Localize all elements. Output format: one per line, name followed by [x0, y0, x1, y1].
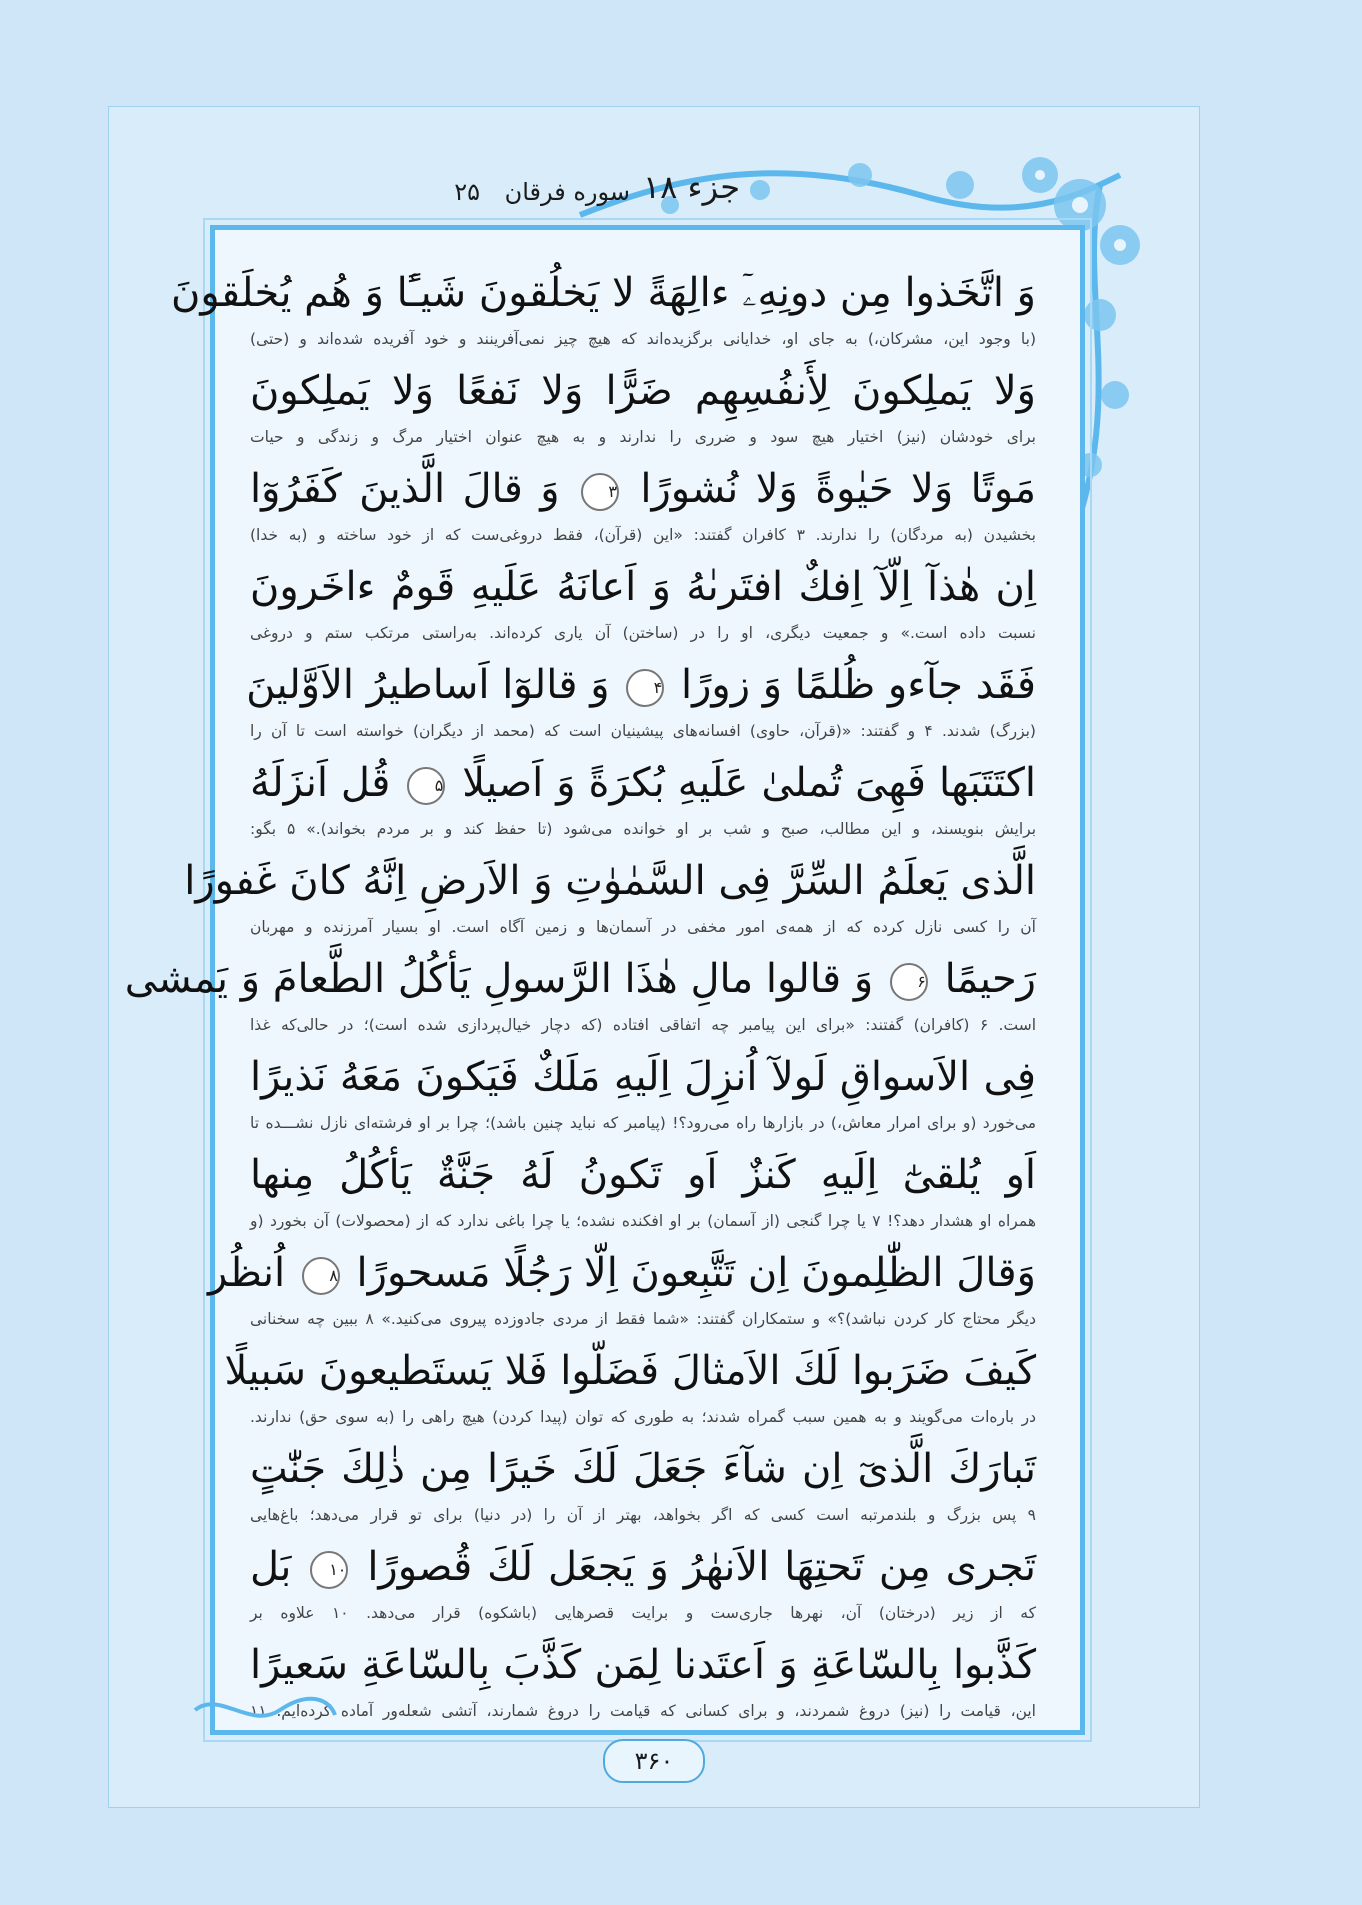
translation-line: ۹ پس بزرگ و بلندمرتبه است کسی که اگر بخواهد، بهتر از آن را (در دنیا) برای تو قرار می‌دهد؛ باغ‌هایی [250, 1506, 1036, 1524]
translation-line: این، قیامت را (نیز) دروغ شمردند، و برای کسانی که قیامت را دروغ شمارند، آتشی شعله‌ور آماده کرده‌ایم. ۱۱ [250, 1702, 1036, 1720]
verses-block [124, 262, 1037, 1720]
translation-line: می‌خورد (و برای امرار معاش،) در بازارها راه می‌رود؟! (پیامبر که نباید چنین باشد)؛ چرا بر او فرشته‌ای نازل نشـــده تا [250, 1114, 1036, 1132]
verse-line: كَذَّبوا بِالسّاعَةِ وَ اَعتَدنا لِمَن كَذَّبَ بِالسّاعَةِ سَعيرًا [250, 1642, 1036, 1688]
verse-line: وَقالَ الظّٰلِمونَ اِن تَتَّبِعونَ اِلّا رَجُلًا مَسحورًا ۸ اُنظُر [207, 1250, 1036, 1296]
translation-line: برای خودشان (نیز) اختیار هیچ سود و ضرری را ندارند و به هیچ عنوان اختیار مرگ و زندگی و حیات [250, 428, 1036, 446]
ayah-number-marker: ۱۰ [310, 1551, 348, 1589]
verse-line: اكتَتَبَها فَهِىَ تُملىٰ عَلَيهِ بُكرَةً وَ اَصيلًا ۵ قُل اَنزَلَهُ [250, 760, 1036, 806]
verse-line: رَحيمًا ۶ وَ قالوا مالِ هٰذَا الرَّسولِ يَأكُلُ الطَّعامَ وَ يَمشى [124, 956, 1036, 1002]
surah-number: ۲۵ [454, 178, 480, 206]
translation-line: بخشیدن (به مردگان) را ندارند. ۳ کافران گفتند: «این (قرآن)، فقط دروغی‌ست که از خود ساخته و (به خدا) [250, 526, 1036, 544]
verse-line: مَوتًا وَلا حَيٰوةً وَلا نُشورًا ۳ وَ قالَ الَّذينَ كَفَرُوٓا [250, 466, 1036, 512]
translation-line: همراه او هشدار دهد؟! ۷ یا چرا گنجی (از آسمان) بر او افکنده نشده؛ یا چرا باغی ندارد که از (محصولات) آن بخورد (و [250, 1212, 1036, 1230]
translation-line: آن را کسی نازل کرده که از همه‌ی امور مخفی در آسمان‌ها و زمین آگاه است. او بسیار آمرزنده و مهربان [250, 918, 1036, 936]
ayah-number-marker: ۴ [626, 669, 664, 707]
ayah-number-marker: ۶ [890, 963, 928, 1001]
verse-line: تَجرى مِن تَحتِهَا الاَنهٰرُ وَ يَجعَل لَكَ قُصورًا ۱۰ بَل [250, 1544, 1036, 1590]
verse-line: اِن هٰذآ اِلّآ اِفكٌ افتَرىٰهُ وَ اَعانَهُ عَلَيهِ قَومٌ ءاخَرونَ [250, 564, 1036, 610]
translation-line: برایش بنویسند، و این مطالب، صبح و شب بر او خوانده می‌شود (تا حفظ کند و بر مردم بخواند).» ۵ بگو: [250, 820, 1037, 838]
verse-line: وَ اتَّخَذوا مِن دونِهِۦٓ ءالِهَةً لا يَخلُقونَ شَيـًٔا وَ هُم يُخلَقونَ [170, 270, 1036, 316]
verse-line: تَبارَكَ الَّذىٓ اِن شآءَ جَعَلَ لَكَ خَيرًا مِن ذٰلِكَ جَنّٰتٍ [250, 1446, 1036, 1492]
translation-line: نسبت داده است.» و جمعیت دیگری، او را در (ساختن) آن یاری کرده‌اند. به‌راستی مرتکب ستم و دروغی [250, 624, 1036, 642]
translation-line: که از زیر (درختان) آن، نهرها جاری‌ست و برایت قصرهایی (باشکوه) قرار می‌دهد. ۱۰ علاوه بر [250, 1604, 1036, 1622]
translation-line: (با وجود این، مشرکان،) به جای او، خدایانی برگزیده‌اند که هیچ چیز نمی‌آفرینند و خود آفریده شده‌اند و (حتی) [250, 330, 1036, 348]
translation-line: دیگر محتاج کار کردن نباشد)؟» و ستمکاران گفتند: «شما فقط از مردی جادوزده پیروی می‌کنید.» ۸ ببین چه سخنانی [250, 1310, 1036, 1328]
translation-line: در باره‌ات می‌گویند و به همین سبب گمراه شدند؛ به طوری که توان (پیدا کردن) هیچ راهی را (به سوی حق) ندارند. [250, 1408, 1036, 1426]
corner-swirl-icon [190, 1690, 340, 1730]
juz-label: جزء ۱۸ [642, 168, 740, 206]
ayah-number-marker: ۸ [302, 1257, 340, 1295]
verse-line: اَو يُلقىٰٓ اِلَيهِ كَنزٌ اَو تَكونُ لَهُ جَنَّةٌ يَأكُلُ مِنها [250, 1152, 1037, 1198]
translation-line: است. ۶ (کافران) گفتند: «برای این پیامبر چه اتفاقی افتاده (که دچار خیال‌پردازی شده است)؛ در حالی‌که غذا [250, 1016, 1036, 1034]
verse-line: فِى الاَسواقِ لَولآ اُنزِلَ اِلَيهِ مَلَكٌ فَيَكونَ مَعَهُ نَذيرًا [250, 1054, 1036, 1100]
verse-line: فَقَد جآءو ظُلمًا وَ زورًا ۴ وَ قالوٓا اَساطيرُ الاَوَّلينَ [246, 662, 1036, 708]
translation-line: (بزرگ) شدند. ۴ و گفتند: «(قرآن، حاوی) افسانه‌های پیشینیان است که (محمد از دیگران) خواسته است تا آن را [250, 722, 1036, 740]
ayah-number-marker: ۳ [581, 473, 619, 511]
page-header [380, 168, 740, 218]
verse-line: كَيفَ ضَرَبوا لَكَ الاَمثالَ فَضَلّوا فَلا يَستَطيعونَ سَبيلًا [224, 1348, 1036, 1394]
verse-line: وَلا يَملِكونَ لِأَنفُسِهِم ضَرًّا وَلا نَفعًا وَلا يَملِكونَ [250, 368, 1036, 414]
surah-name: سوره فرقان [504, 178, 630, 206]
page-number: ۳۶۰ [603, 1739, 705, 1783]
verse-line: الَّذى يَعلَمُ السِّرَّ فِى السَّمٰوٰتِ وَ الاَرضِ اِنَّهُ كانَ غَفورًا [184, 858, 1036, 904]
ayah-number-marker: ۵ [407, 767, 445, 805]
